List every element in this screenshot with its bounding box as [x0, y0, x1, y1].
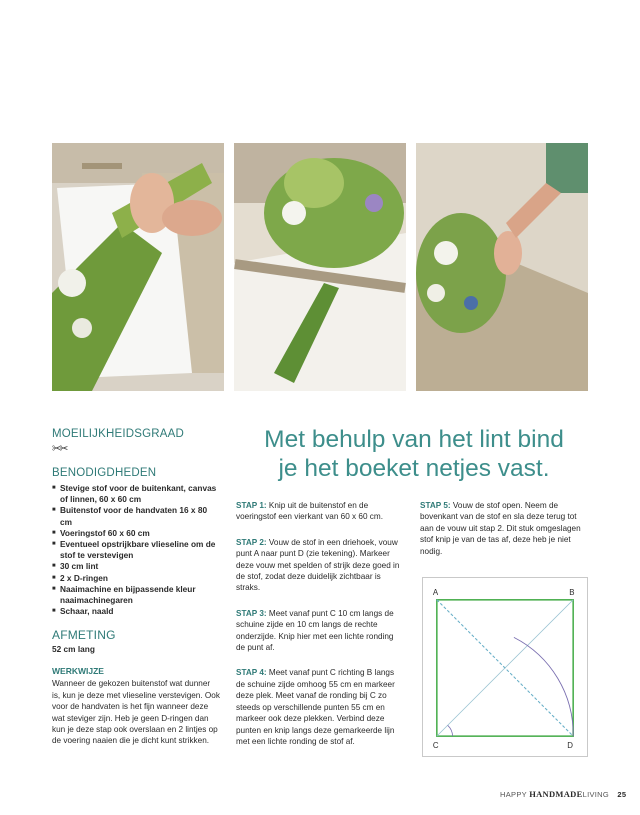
- list-item: ■ Stevige stof voor de buitenkant, canvas of linnen, 60 x 60 cm: [52, 483, 220, 505]
- magazine-prefix: HAPPY: [500, 790, 527, 799]
- list-item: ■ Naaimachine en bijpassende kleur naaimachinegaren: [52, 584, 220, 606]
- page-footer: [500, 789, 626, 799]
- step-1: [236, 500, 404, 523]
- list-item: ■ Voeringstof 60 x 60 cm: [52, 528, 220, 539]
- photo-hands-tying-bouquet: [52, 143, 224, 391]
- step-2: [236, 537, 404, 594]
- list-item: ■ 30 cm lint: [52, 561, 220, 572]
- step-3: [236, 608, 404, 654]
- step-5-text: Vouw de stof open. Neem de bovenkant van de stof en sla deze terug tot aan de vouw uit stap 2. Dit stuk omgeslagen stof knip je van de tas af, deze heb je niet nodig.: [420, 501, 581, 556]
- corner-label-c: C: [432, 741, 439, 751]
- size-value: 52 cm lang: [52, 644, 95, 655]
- list-item: ■ Schaar, naald: [52, 606, 220, 617]
- needs-heading: BENODIGDHEDEN: [52, 467, 157, 479]
- diagram-cut-arc: [514, 637, 573, 736]
- materials-list: [52, 483, 220, 617]
- step-2-label: STAP 2:: [236, 537, 267, 547]
- page-number: 25: [617, 790, 627, 799]
- page-headline: [236, 425, 592, 483]
- method-heading: WERKWIJZE: [52, 666, 104, 677]
- corner-label-b: B: [569, 587, 575, 597]
- scissors-icon: ✂✂: [52, 443, 67, 455]
- headline-line-1: Met behulp van het lint bind: [264, 426, 564, 453]
- size-heading: AFMETING: [52, 628, 116, 643]
- steps-column-right: [420, 500, 588, 571]
- list-item: ■ Eventueel opstrijkbare vlieseline om de stof te verstevigen: [52, 539, 220, 561]
- step-2-text: Vouw de stof in een driehoek, vouw punt A naar punt D (zie tekening). Markeer deze vouw met spelden of strijk deze goed in de stof, zodat deze duidelijk zichtbaar is straks.: [236, 537, 400, 593]
- list-item: ■ 2 x D-ringen: [52, 573, 220, 584]
- step-1-text: Knip uit de buitenstof en de voeringstof een vierkant van 60 x 60 cm.: [236, 501, 383, 522]
- step-3-text: Meet vanaf punt C 10 cm langs de schuine zijde en 10 cm langs de rechte onderzijde. Knip hier met een lichte ronding de punt af.: [236, 608, 394, 653]
- photo-attaching-d-ring: [416, 143, 588, 391]
- photo-bouquet-with-ribbon: [234, 143, 406, 391]
- step-5: [420, 500, 588, 557]
- corner-label-d: D: [567, 741, 573, 751]
- step-5-label: STAP 5:: [420, 501, 451, 510]
- step-3-label: STAP 3:: [236, 608, 267, 618]
- materials-column: [52, 428, 220, 747]
- list-item: ■ Buitenstof voor de handvaten 16 x 80 cm: [52, 505, 220, 527]
- difficulty-heading: MOEILIJKHEIDSGRAAD: [52, 428, 185, 440]
- magazine-name: HANDMADE: [529, 789, 583, 799]
- step-1-label: STAP 1:: [236, 501, 267, 510]
- magazine-suffix: LIVING: [582, 790, 609, 799]
- diagram-corner-arc: [448, 725, 453, 736]
- pattern-diagram: [422, 577, 588, 757]
- headline-line-2: je het boeket netjes vast.: [278, 455, 550, 482]
- step-4-text: Meet vanaf punt C richting B langs de schuine zijde omhoog 55 cm en markeer deze plek. Meet vanaf de ronding bij C zo steeds op verschillende punten 55 cm en markeer ook deze plekken. Verbind deze punten en knip langs deze gemarkeerde lijn met een lichte ronding de stof af.: [236, 668, 395, 746]
- steps-column-middle: [236, 500, 404, 761]
- step-4-label: STAP 4:: [236, 668, 267, 678]
- corner-label-a: A: [432, 587, 439, 597]
- method-text: Wanneer de gekozen buitenstof wat dunner is, kun je deze met vlieseline verstevigen. Ook voor de handvaten is het fijn wanneer deze wat steviger zijn. Heb je geen D-ringen dan kun je deze stap ook overslaan en 2 lintjes op de voering naaien die je dicht kunt strikken.: [52, 679, 220, 746]
- step-4: [236, 667, 404, 747]
